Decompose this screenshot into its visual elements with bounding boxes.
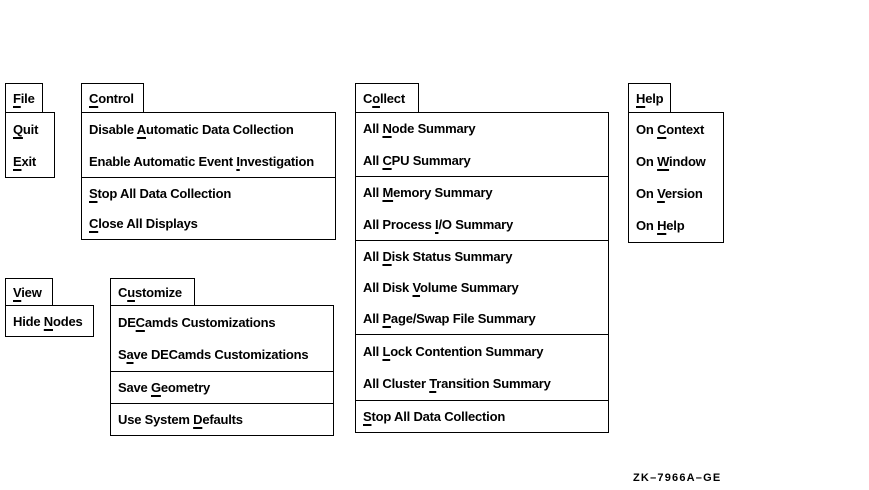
menu-label	[363, 91, 405, 106]
mnemonic-letter: P	[382, 311, 391, 326]
label-segment: All	[363, 185, 383, 201]
label-segment: All	[363, 152, 383, 168]
label-segment: On	[636, 153, 658, 169]
label-segment: olume Summary	[420, 280, 519, 295]
mnemonic-letter: C	[89, 216, 99, 232]
menu-label	[363, 376, 551, 391]
mnemonic-letter: o	[372, 90, 380, 106]
mnemonic-letter: V	[13, 284, 22, 300]
mnemonic-letter: C	[135, 314, 145, 330]
menu-item-on-version[interactable]	[629, 178, 723, 210]
menu-label	[636, 218, 684, 233]
label-segment: All Cluster	[363, 376, 430, 392]
mnemonic-letter: V	[657, 186, 665, 202]
label-segment: Save	[118, 380, 151, 395]
label-segment: PU Summary	[391, 152, 471, 168]
label-segment: All	[363, 311, 383, 326]
menu-view[interactable]	[5, 278, 53, 306]
label-segment: ersion	[664, 186, 703, 202]
label-segment: indow	[669, 153, 706, 169]
menu-item-stop-all-data-collection[interactable]	[356, 401, 608, 432]
menu-item-close-all-displays[interactable]	[82, 209, 335, 240]
menu-label	[363, 311, 536, 326]
menu-item-enable-automatic-event-investigation[interactable]	[82, 145, 335, 177]
label-segment: ve DECamds Customizations	[133, 347, 309, 363]
menu-item-disable-automatic-data-collection[interactable]	[82, 113, 335, 145]
collect-menu-pane-group-2	[355, 176, 609, 241]
label-segment: uit	[22, 121, 39, 137]
mnemonic-letter: A	[136, 121, 146, 137]
view-menu-pane	[5, 305, 94, 337]
menu-label	[363, 344, 543, 359]
menu-item-save-decamds-customizations[interactable]	[111, 339, 333, 372]
label-segment: Enable Automatic Event	[89, 153, 237, 169]
mnemonic-letter: G	[150, 380, 161, 395]
mnemonic-letter: I	[435, 216, 439, 232]
menu-label	[363, 249, 512, 264]
label-segment: Use System	[118, 412, 194, 427]
mnemonic-letter: D	[382, 249, 392, 264]
mnemonic-letter: N	[43, 313, 53, 329]
label-segment: All Process	[363, 216, 436, 232]
label-segment: ransition Summary	[436, 376, 551, 392]
mnemonic-letter: H	[657, 218, 667, 234]
collect-menu-pane-group-4	[355, 334, 609, 401]
menu-label	[89, 216, 198, 231]
menu-item-on-help[interactable]	[629, 210, 723, 242]
mnemonic-letter: I	[236, 153, 240, 169]
mnemonic-letter: u	[127, 284, 135, 300]
label-segment: /O Summary	[438, 216, 514, 232]
menu-item-all-cluster-transition-summary[interactable]	[356, 368, 608, 401]
menu-label	[118, 315, 275, 330]
menu-customize[interactable]	[110, 278, 195, 306]
mnemonic-letter: C	[657, 121, 667, 137]
menu-label	[363, 153, 471, 168]
menu-label	[89, 122, 294, 137]
menu-label	[118, 347, 308, 362]
label-segment: lose All Displays	[98, 216, 198, 232]
menu-label	[118, 412, 243, 427]
mnemonic-letter: L	[382, 343, 391, 359]
menu-item-all-disk-status-summary[interactable]	[356, 241, 608, 272]
label-segment: On	[636, 186, 658, 202]
menu-label	[13, 285, 42, 300]
figure-label: ZK–7966A–GE	[633, 472, 722, 484]
label-segment: amds Customizations	[144, 314, 276, 330]
mnemonic-letter: D	[193, 412, 203, 427]
mnemonic-letter: W	[657, 153, 670, 169]
menu-item-quit[interactable]	[6, 113, 54, 145]
menu-label	[13, 122, 38, 137]
menu-item-all-memory-summary[interactable]	[356, 177, 608, 209]
menu-item-stop-all-data-collection[interactable]	[82, 178, 335, 209]
control-menu-pane-group-1	[81, 112, 336, 178]
mnemonic-letter: S	[363, 409, 372, 424]
collect-menu-pane-group-1	[355, 112, 609, 177]
menu-label	[118, 380, 210, 395]
label-segment: ode Summary	[391, 121, 476, 137]
menu-file[interactable]	[5, 83, 43, 113]
label-segment: All	[363, 249, 383, 264]
menu-label	[118, 285, 182, 300]
mnemonic-letter: Q	[13, 121, 23, 137]
menu-collect[interactable]	[355, 83, 419, 113]
label-segment: ontrol	[98, 90, 134, 106]
label-segment: utomatic Data Collection	[145, 121, 294, 137]
label-segment: efaults	[202, 412, 243, 427]
label-segment: S	[118, 347, 127, 363]
menu-item-save-geometry[interactable]	[111, 372, 333, 403]
menu-label	[363, 185, 492, 200]
mnemonic-letter: H	[636, 90, 646, 106]
mnemonic-letter: C	[382, 152, 392, 168]
menu-item-all-process-io-summary[interactable]	[356, 209, 608, 241]
help-menu-pane	[628, 112, 724, 243]
label-segment: llect	[379, 90, 405, 106]
menu-label	[363, 217, 513, 232]
label-segment: ock Contention Summary	[390, 343, 544, 359]
label-segment: ontext	[666, 121, 705, 137]
customize-menu-pane-group-3	[110, 403, 334, 436]
label-segment: iew	[21, 284, 42, 300]
label-segment: C	[363, 90, 373, 106]
label-segment: xit	[21, 153, 37, 169]
label-segment: C	[118, 284, 128, 300]
menu-label	[636, 154, 706, 169]
mnemonic-letter: T	[429, 376, 437, 392]
mnemonic-letter: S	[89, 185, 98, 201]
label-segment: stomize	[134, 284, 182, 300]
customize-menu-pane-group-2	[110, 371, 334, 404]
label-segment: On	[636, 121, 658, 137]
mnemonic-letter: F	[13, 90, 21, 106]
menu-label	[636, 91, 663, 106]
label-segment: eometry	[160, 380, 211, 395]
mnemonic-letter: E	[13, 153, 22, 169]
label-segment: elp	[645, 90, 664, 106]
mnemonic-letter: a	[126, 347, 134, 363]
menu-item-hide-nodes[interactable]	[6, 306, 93, 336]
label-segment: isk Status Summary	[391, 249, 513, 264]
label-segment: top All Data Collection	[97, 185, 232, 201]
mnemonic-letter: C	[89, 90, 99, 106]
label-segment: DE	[118, 314, 136, 330]
label-segment: odes	[53, 313, 83, 329]
label-segment: All Disk	[363, 280, 413, 295]
menu-item-all-lock-contention-summary[interactable]	[356, 335, 608, 368]
mnemonic-letter: N	[382, 121, 392, 137]
menu-item-exit[interactable]	[6, 145, 54, 177]
menu-label	[89, 186, 231, 201]
menu-label	[89, 154, 314, 169]
menu-label	[636, 122, 704, 137]
customize-menu-pane-group-1	[110, 305, 334, 372]
menu-item-decamds-customizations[interactable]	[111, 306, 333, 339]
mnemonic-letter: M	[382, 185, 394, 201]
control-menu-pane-group-2	[81, 177, 336, 240]
label-segment: age/Swap File Summary	[390, 311, 536, 326]
label-segment: ile	[20, 90, 35, 106]
menu-label	[13, 154, 36, 169]
menu-item-use-system-defaults[interactable]	[111, 404, 333, 435]
label-segment: All	[363, 343, 383, 359]
label-segment: emory Summary	[393, 185, 493, 201]
menu-label	[363, 409, 505, 424]
menu-item-all-page-swap-file-summary[interactable]	[356, 303, 608, 334]
menu-label	[13, 314, 83, 329]
menu-item-all-node-summary[interactable]	[356, 113, 608, 145]
label-segment: elp	[666, 218, 685, 234]
menu-label	[363, 121, 475, 136]
collect-menu-pane-group-5	[355, 400, 609, 433]
menu-help[interactable]	[628, 83, 671, 113]
menu-item-on-window[interactable]	[629, 145, 723, 177]
mnemonic-letter: V	[412, 280, 421, 295]
menu-label	[89, 91, 134, 106]
menu-label	[636, 186, 703, 201]
label-segment: On	[636, 218, 658, 234]
menu-control[interactable]	[81, 83, 144, 113]
menu-item-all-disk-volume-summary[interactable]	[356, 272, 608, 303]
file-menu-pane	[5, 112, 55, 178]
menu-item-on-context[interactable]	[629, 113, 723, 145]
label-segment: nvestigation	[239, 153, 314, 169]
label-segment: All	[363, 121, 383, 137]
label-segment: Disable	[89, 121, 137, 137]
collect-menu-pane-group-3	[355, 240, 609, 335]
label-segment: Hide	[13, 313, 44, 329]
menu-label	[13, 91, 35, 106]
label-segment: top All Data Collection	[371, 409, 506, 424]
menu-item-all-cpu-summary[interactable]	[356, 145, 608, 177]
menu-label	[363, 280, 519, 295]
